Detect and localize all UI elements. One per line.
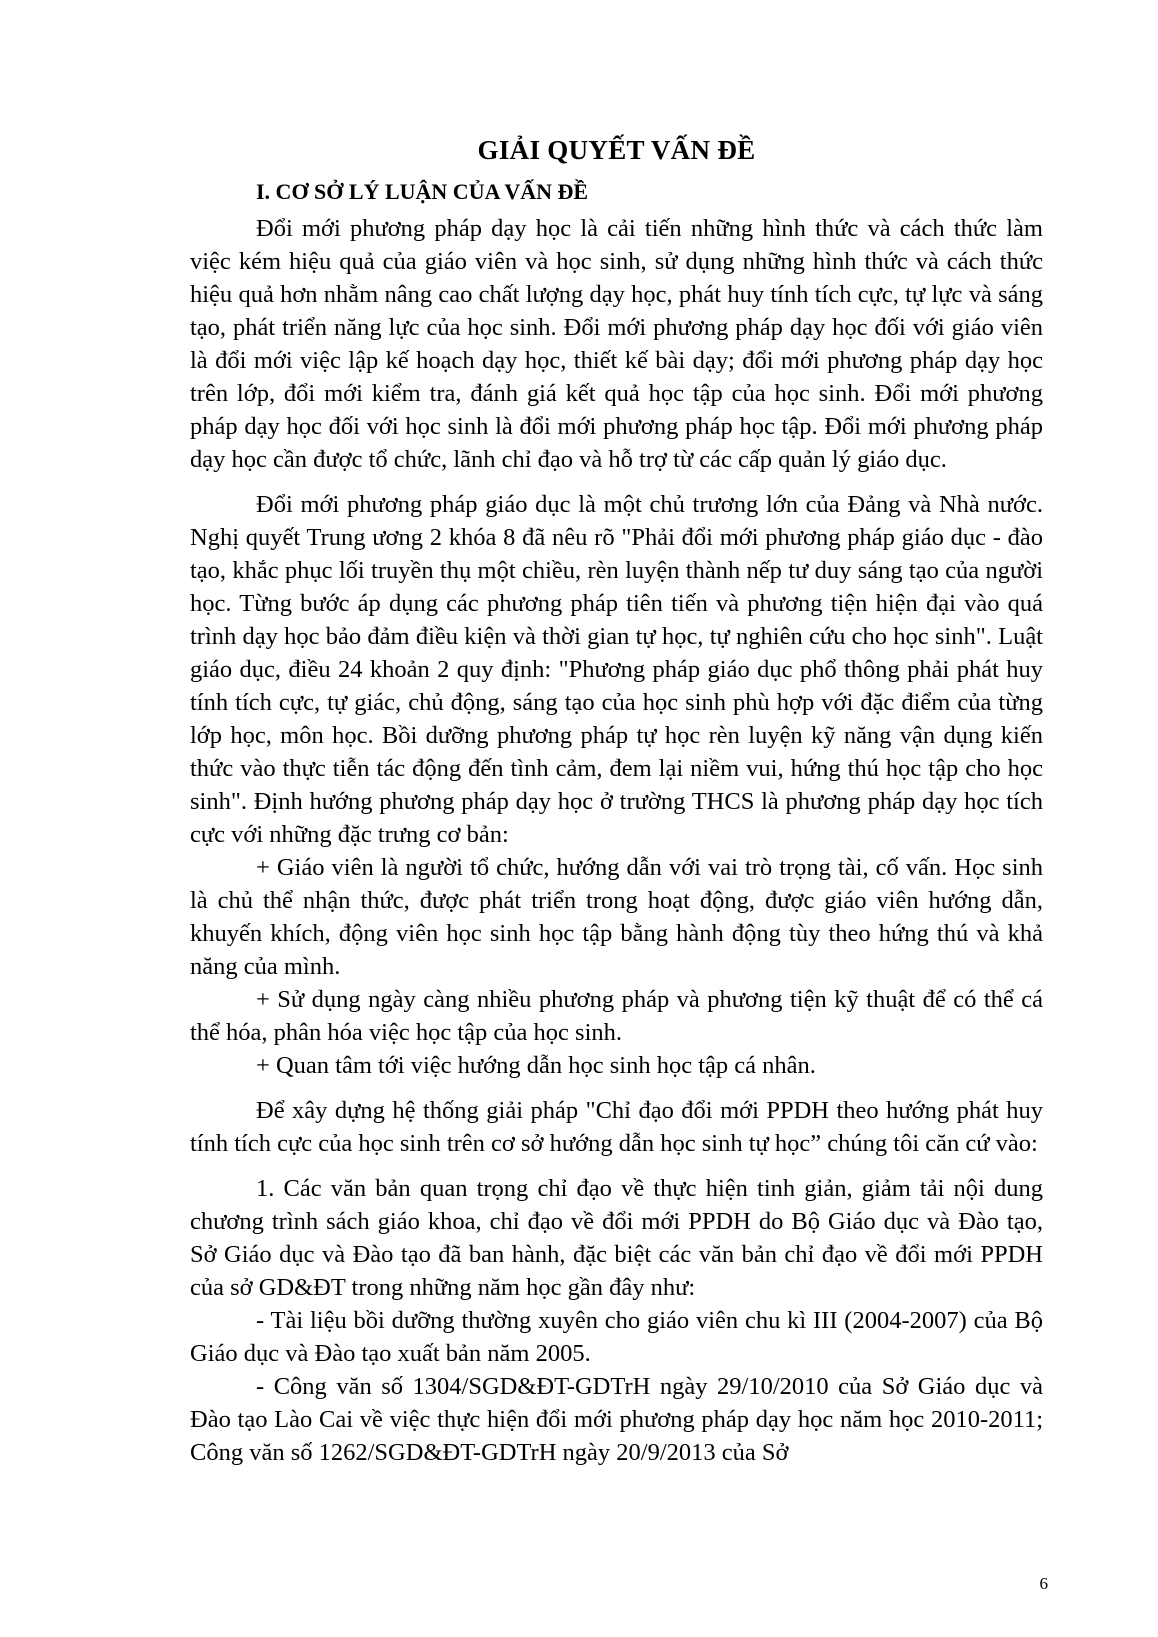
bullet-teacher-role: + Giáo viên là người tổ chức, hướng dẫn với vai trò trọng tài, cố vấn. Học sinh là chủ thể nhận thức, được phát triển trong hoạt động, được giáo viên hướng dẫn, khuyến khích, động viên học sinh học tập bằng hành động tùy theo hứng thú và khả năng của mình. xyxy=(190,854,1043,980)
page-content xyxy=(190,130,1043,1469)
paragraph-documents: 1. Các văn bản quan trọng chỉ đạo về thực hiện tinh giản, giảm tải nội dung chương trình sách giáo khoa, chỉ đạo về đổi mới PPDH do Bộ Giáo dục và Đào tạo, Sở Giáo dục và Đào tạo đã ban hành, đặc biệt các văn bản chỉ đạo về đổi mới PPDH của sở GD&ĐT trong những năm học gần đây như: xyxy=(190,1175,1043,1301)
list-item-training-material: - Tài liệu bồi dưỡng thường xuyên cho giáo viên chu kì III (2004-2007) của Bộ Giáo dục và Đào tạo xuất bản năm 2005. xyxy=(190,1307,1043,1367)
paragraph-intro: Đổi mới phương pháp dạy học là cải tiến những hình thức và cách thức làm việc kém hiệu quả của giáo viên và học sinh, sử dụng những hình thức và cách thức hiệu quả hơn nhằm nâng cao chất lượng dạy học, phát huy tính tích cực, tự lực và sáng tạo, phát triển năng lực của học sinh. Đổi mới phương pháp dạy học đối với giáo viên là đổi mới việc lập kế hoạch dạy học, thiết kế bài dạy; đổi mới phương pháp dạy học trên lớp, đổi mới kiểm tra, đánh giá kết quả học tập của học sinh. Đổi mới phương pháp dạy học đối với học sinh là đổi mới phương pháp học tập. Đổi mới phương pháp dạy học cần được tổ chức, lãnh chỉ đạo và hỗ trợ từ các cấp quản lý giáo dục. xyxy=(190,215,1043,473)
page-number: 6 xyxy=(1039,1574,1048,1593)
paragraph-policy: Đổi mới phương pháp giáo dục là một chủ trương lớn của Đảng và Nhà nước. Nghị quyết Trung ương 2 khóa 8 đã nêu rõ "Phải đổi mới phương pháp giáo dục - đào tạo, khắc phục lối truyền thụ một chiều, rèn luyện thành nếp tư duy sáng tạo của người học. Từng bước áp dụng các phương pháp tiên tiến và phương tiện hiện đại vào quá trình dạy học bảo đảm điều kiện và thời gian tự học, tự nghiên cứu cho học sinh". Luật giáo dục, điều 24 khoản 2 quy định: "Phương pháp giáo dục phổ thông phải phát huy tính tích cực, tự giác, chủ động, sáng tạo của học sinh phù hợp với đặc điểm của từng lớp học, môn học. Bồi dưỡng phương pháp tự học rèn luyện kỹ năng vận dụng kiến thức vào thực tiễn tác động đến tình cảm, đem lại niềm vui, hứng thú học tập cho học sinh". Định hướng phương pháp dạy học ở trường THCS là phương pháp dạy học tích cực với những đặc trưng cơ bản: xyxy=(190,491,1043,848)
list-item-official-letters: - Công văn số 1304/SGD&ĐT-GDTrH ngày 29/10/2010 của Sở Giáo dục và Đào tạo Lào Cai về việc thực hiện đổi mới phương pháp dạy học năm học 2010-2011; Công văn số 1262/SGD&ĐT-GDTrH ngày 20/9/2013 của Sở xyxy=(190,1373,1043,1466)
paragraph-solution-basis: Để xây dựng hệ thống giải pháp "Chỉ đạo đổi mới PPDH theo hướng phát huy tính tích cực của học sinh trên cơ sở hướng dẫn học sinh tự học” chúng tôi căn cứ vào: xyxy=(190,1097,1043,1157)
section-heading: I. CƠ SỞ LÝ LUẬN CỦA VẤN ĐỀ xyxy=(256,179,589,204)
bullet-methods: + Sử dụng ngày càng nhiều phương pháp và phương tiện kỹ thuật để có thể cá thể hóa, phân hóa việc học tập của học sinh. xyxy=(190,986,1043,1046)
bullet-individual: + Quan tâm tới việc hướng dẫn học sinh học tập cá nhân. xyxy=(256,1052,816,1079)
page-title: GIẢI QUYẾT VẤN ĐỀ xyxy=(477,135,756,165)
